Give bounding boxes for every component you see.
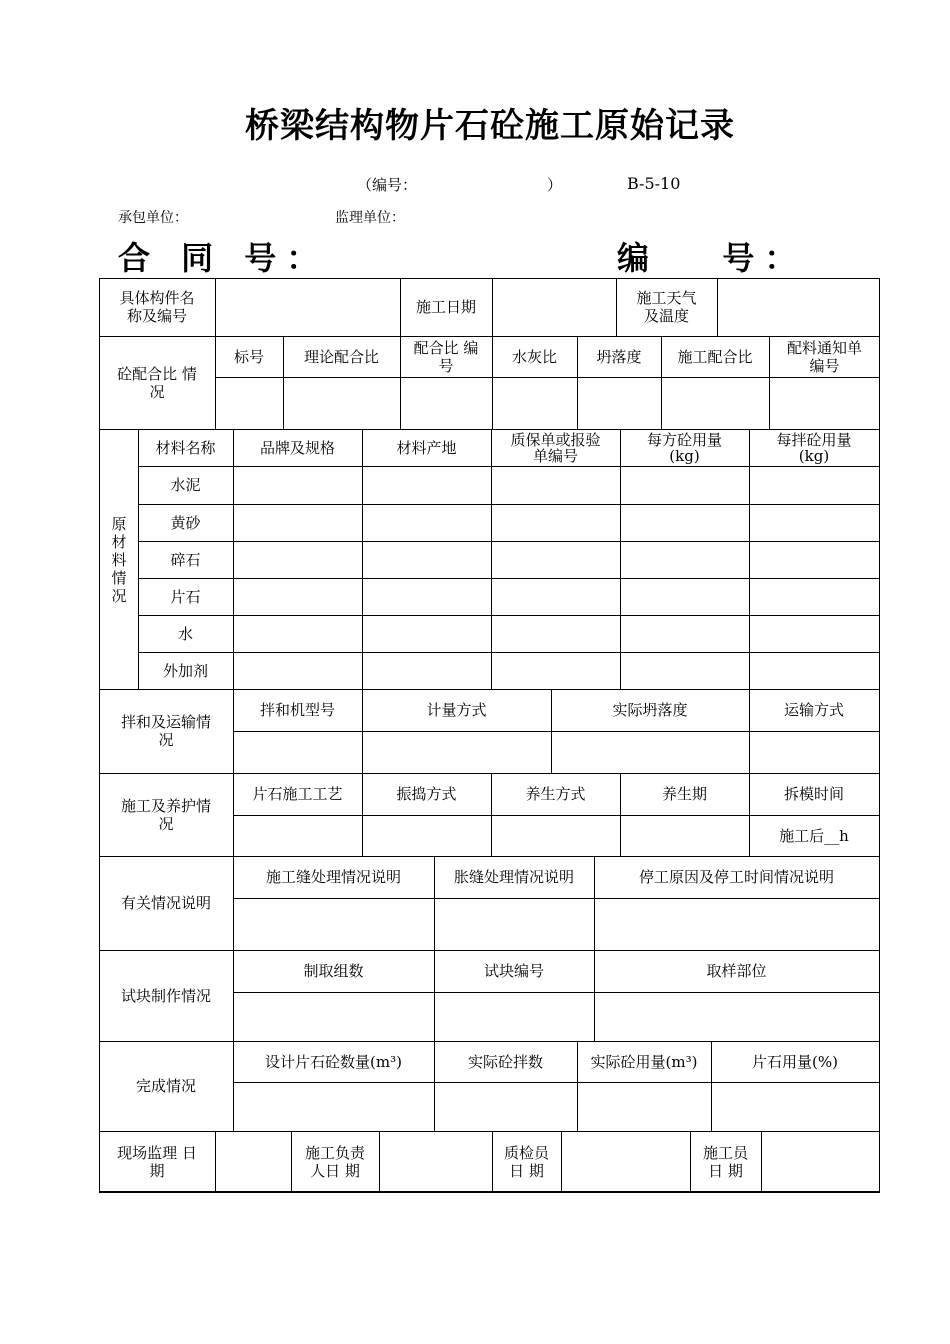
mixing-header: 实际坍落度	[612, 701, 688, 719]
materials-side-label: 原材料情况	[111, 515, 127, 605]
curing-label: 施工及养护情 况	[120, 796, 211, 833]
mixing-label: 拌和及运输情 况	[120, 713, 211, 749]
mix-header: 配合比 编 号	[413, 338, 479, 375]
specimen-label: 试块制作情况	[120, 986, 211, 1005]
material-name: 碎石	[170, 550, 201, 569]
specimen-header: 试块编号	[483, 962, 544, 980]
weather-label: 施工天气 及温度	[636, 289, 697, 325]
mix-label: 砼配合比 情 况	[117, 364, 197, 401]
contractor-label: 承包单位：	[118, 210, 188, 226]
mixing-header: 运输方式	[783, 701, 844, 719]
curing-header: 片石施工工艺	[252, 785, 343, 803]
materials-header: 材料产地	[396, 438, 457, 457]
serial-close: ）	[547, 176, 563, 194]
completion-label: 完成情况	[135, 1077, 196, 1095]
record-form	[99, 278, 880, 1192]
curing-header: 拆模时间	[783, 785, 844, 803]
form-code: B-5-10	[627, 174, 681, 193]
supervisor-sign-label: 现场监理 日 期	[117, 1143, 197, 1180]
completion-header: 实际砼用量(m³)	[590, 1052, 698, 1071]
completion-header: 实际砼拌数	[467, 1052, 543, 1071]
mix-header: 水灰比	[511, 347, 557, 366]
mixing-header: 计量方式	[426, 701, 487, 719]
serial-label: （编号：	[357, 176, 418, 194]
material-name: 片石	[170, 587, 201, 606]
mix-header: 坍落度	[596, 347, 642, 366]
mix-header: 施工配合比	[677, 347, 753, 366]
supervisor-label: 监理单位：	[335, 210, 405, 226]
specimen-header: 取样部位	[706, 962, 767, 980]
completion-header: 片石用量(%)	[752, 1052, 838, 1071]
material-name: 外加剂	[162, 661, 208, 680]
mix-header: 配料通知单 编号	[786, 338, 862, 375]
materials-header: 质保单或报验 单编号	[510, 430, 601, 465]
materials-header: 每拌砼用量 (kg)	[776, 430, 852, 465]
manager-sign-label: 施工负责 人日 期	[304, 1143, 365, 1180]
notes-label: 有关情况说明	[120, 894, 211, 912]
page-title: 桥梁结构物片石砼施工原始记录	[245, 106, 735, 146]
materials-header: 每方砼用量 (kg)	[646, 430, 722, 465]
materials-header: 品牌及规格	[259, 438, 335, 457]
curing-header: 养生方式	[525, 785, 586, 803]
mixing-header: 拌和机型号	[259, 701, 335, 719]
notes-header: 施工缝处理情况说明	[265, 868, 401, 886]
curing-header: 养生期	[661, 785, 707, 803]
worker-sign-label: 施工员 日 期	[702, 1143, 748, 1180]
number-label: 编 号：	[617, 239, 807, 277]
completion-header: 设计片石砼数量(m³)	[265, 1052, 402, 1071]
contract-no-label: 合 同 号：	[118, 239, 329, 277]
specimen-header: 制取组数	[303, 962, 364, 980]
component-label: 具体构件名 称及编号	[119, 289, 195, 325]
curing-header: 振捣方式	[396, 785, 457, 803]
notes-header: 停工原因及停工时间情况说明	[638, 868, 834, 886]
material-name: 黄砂	[170, 513, 201, 532]
notes-header: 胀缝处理情况说明	[453, 868, 574, 886]
material-name: 水	[177, 624, 193, 643]
inspector-sign-label: 质检员 日 期	[503, 1143, 549, 1180]
materials-header: 材料名称	[155, 438, 216, 457]
date-label: 施工日期	[415, 298, 476, 316]
mix-header: 理论配合比	[303, 347, 379, 366]
mix-header: 标号	[233, 347, 264, 366]
demold-value: 施工后__h	[779, 826, 849, 845]
material-name: 水泥	[170, 476, 201, 494]
